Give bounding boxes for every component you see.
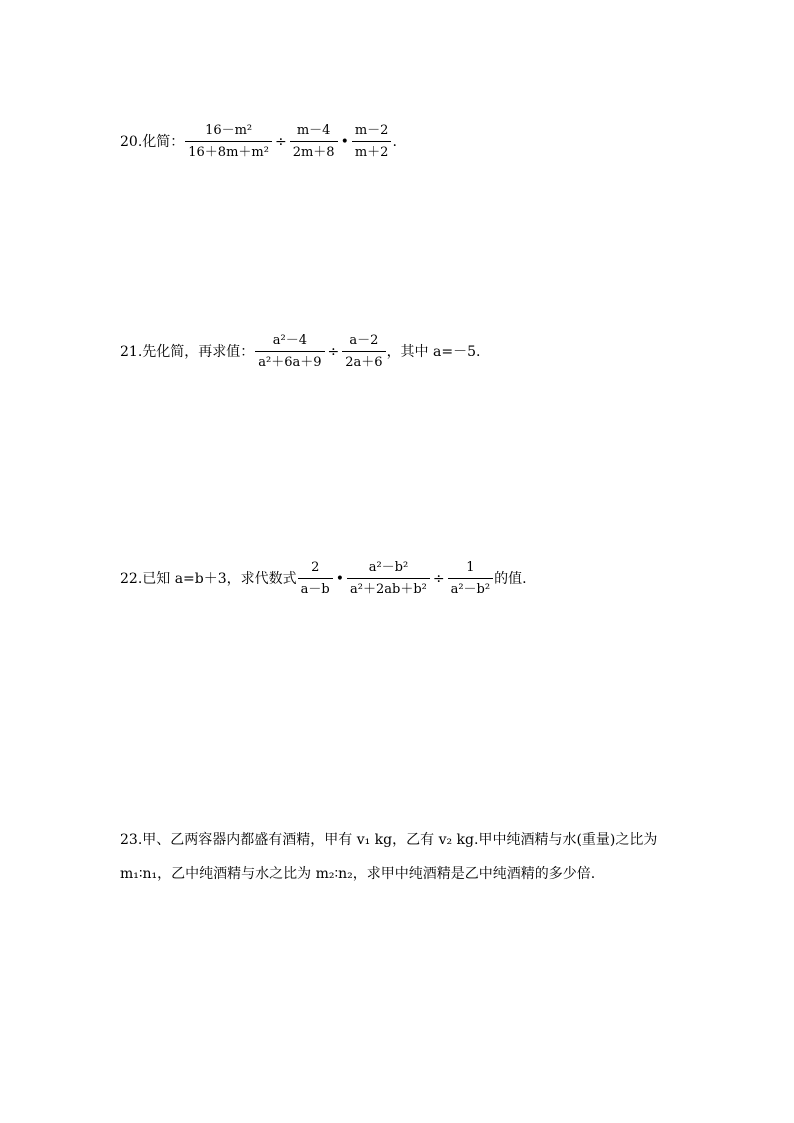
q20-fraction-3 (352, 124, 392, 159)
q21-divide-operator: ÷ (327, 343, 340, 360)
q22-suffix: 的值. (494, 570, 527, 587)
q20-divide-operator: ÷ (274, 133, 287, 150)
q22-fraction-3 (448, 561, 494, 596)
q21-fraction-1-denominator: a²＋6a＋9 (255, 351, 324, 369)
q22-divide-operator: ÷ (432, 570, 445, 587)
q20-fraction-2-numerator: m－4 (296, 123, 331, 138)
q22-fraction-1-numerator: 2 (311, 560, 320, 575)
q20-fraction-3-numerator: m－2 (354, 123, 389, 138)
q21-fraction-2-denominator: 2a＋6 (342, 351, 385, 369)
q21-suffix: ，其中 a=－5. (386, 343, 481, 360)
q22-fraction-2-denominator: a²＋2ab＋b² (347, 578, 430, 596)
question-20 (120, 124, 397, 159)
q20-multiply-operator: • (340, 133, 349, 150)
q22-multiply-operator: • (335, 570, 345, 587)
q21-fraction-1-numerator: a²－4 (272, 333, 308, 348)
q21-prefix: 21.先化简，再求值： (120, 343, 255, 360)
q22-fraction-3-denominator: a²－b² (448, 578, 494, 596)
q21-fraction-2 (342, 334, 385, 369)
q20-fraction-1-denominator: 16＋8m＋m² (185, 141, 272, 159)
q22-prefix: 22.已知 a=b＋3，求代数式 (120, 570, 297, 587)
question-21 (120, 334, 480, 369)
q21-fraction-1 (255, 334, 324, 369)
q22-fraction-2 (347, 561, 430, 596)
q22-fraction-2-numerator: a²－b² (368, 560, 409, 575)
q20-fraction-1-numerator: 16－m² (205, 123, 253, 138)
q20-fraction-2 (290, 124, 338, 159)
question-23: 23.甲、乙两容器内都盛有酒精，甲有 v₁ kg，乙有 v₂ kg.甲中纯酒精与水(重量)之比为 m₁∶n₁，乙中纯酒精与水之比为 m₂∶n₂，求甲中纯酒精是乙中纯酒精的多少倍. (120, 832, 658, 882)
q20-prefix: 20.化简： (120, 133, 185, 150)
q22-fraction-1 (298, 561, 333, 596)
q22-fraction-1-denominator: a－b (298, 578, 333, 596)
q20-fraction-1 (185, 124, 272, 159)
q20-suffix: . (392, 133, 397, 150)
q21-fraction-2-numerator: a－2 (349, 333, 379, 348)
q20-fraction-2-denominator: 2m＋8 (290, 141, 338, 159)
q22-fraction-3-numerator: 1 (466, 560, 475, 575)
q20-fraction-3-denominator: m＋2 (352, 141, 392, 159)
question-22 (120, 561, 527, 596)
